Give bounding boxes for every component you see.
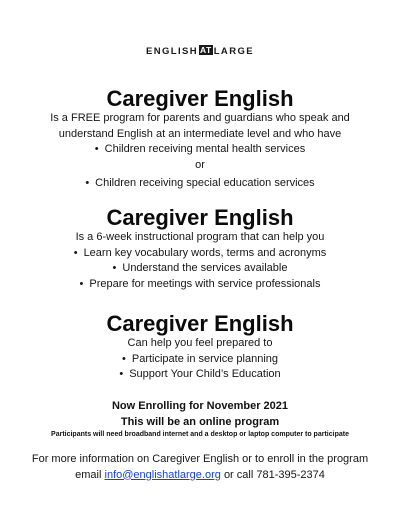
online-program-notice: This will be an online program bbox=[120, 416, 280, 428]
section-2-bullet-services: • Understand the services available bbox=[0, 261, 400, 277]
section-six-week-program bbox=[0, 205, 400, 292]
section-3-bullet-education: • Support Your Child’s Education bbox=[0, 367, 400, 383]
section-2-bullet-vocabulary: • Learn key vocabulary words, terms and acronyms bbox=[0, 246, 400, 262]
section-3-bullet-planning: • Participate in service planning bbox=[0, 352, 400, 368]
section-2-title: Caregiver English bbox=[106, 205, 294, 230]
section-1-or: or bbox=[195, 158, 205, 171]
section-feel-prepared bbox=[0, 311, 400, 383]
section-contact bbox=[0, 452, 400, 483]
section-2-intro: Is a 6-week instructional program that can help you bbox=[75, 231, 325, 243]
section-1-line-2: understand English at an intermediate level and who have bbox=[58, 127, 342, 140]
section-3-intro: Can help you feel prepared to bbox=[127, 337, 273, 349]
enrollment-date: Now Enrolling for November 2021 bbox=[111, 400, 289, 412]
section-enrollment bbox=[0, 398, 400, 440]
logo-text-large: LARGE bbox=[213, 46, 254, 57]
section-3-title: Caregiver English bbox=[106, 311, 294, 336]
english-at-large-logo bbox=[0, 46, 400, 57]
logo-text-english: ENGLISH bbox=[146, 46, 199, 57]
contact-phone: or call 781-395-2374 bbox=[223, 468, 325, 481]
requirements-note: Participants will need broadband internet and a desktop or laptop computer to participate bbox=[51, 431, 349, 438]
section-1-title: Caregiver English bbox=[106, 86, 294, 111]
contact-line-1: For more information on Caregiver English or to enroll in the program bbox=[31, 453, 369, 465]
contact-email-prefix: email bbox=[75, 468, 102, 481]
contact-email-link[interactable]: info@englishatlarge.org bbox=[104, 468, 221, 481]
logo-text-at: AT bbox=[200, 45, 212, 55]
contact-line-2 bbox=[0, 468, 400, 484]
section-1-bullet-special-education: • Children receiving special education services bbox=[0, 176, 400, 192]
section-1-line-1: Is a FREE program for parents and guardians who speak and bbox=[50, 112, 350, 124]
section-1-bullet-mental-health: • Children receiving mental health services bbox=[0, 142, 400, 158]
section-2-bullet-meetings: • Prepare for meetings with service professionals bbox=[0, 277, 400, 293]
section-free-program bbox=[0, 86, 400, 192]
